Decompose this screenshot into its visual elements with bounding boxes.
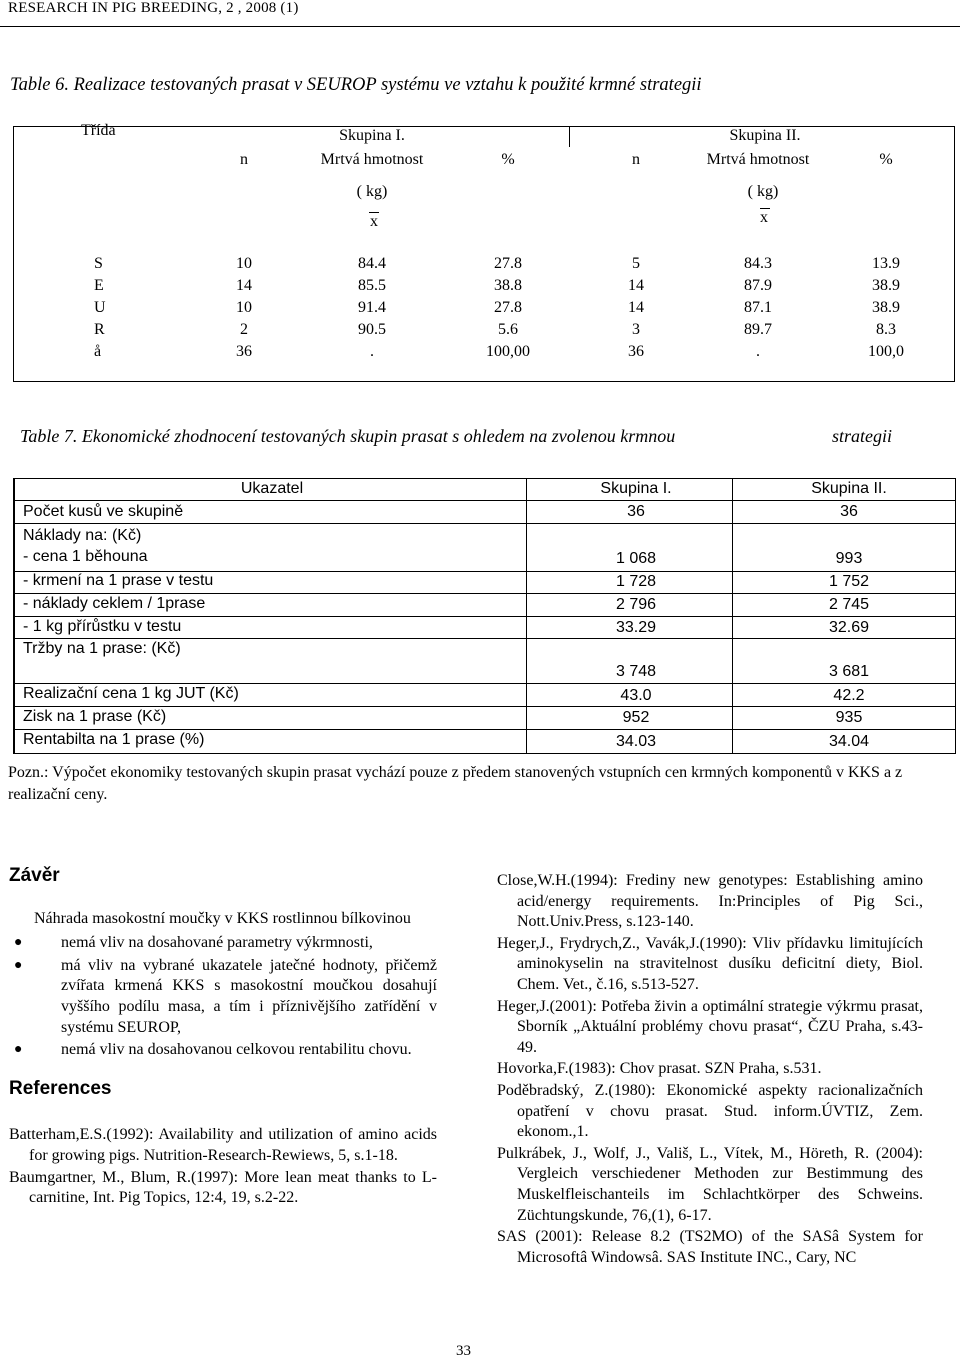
reference-item: Heger,J.(2001): Potřeba živin a optimální strategie výkrmu prasat, Sborník „Aktuální problémy chovu prasat“, ČZU Praha, s.43-49.: [497, 997, 923, 1056]
table6-col-pct2: %: [879, 151, 893, 168]
reference-item: Pulkrábek, J., Wolf, J., Vališ, L., Vítek, M., Höreth, R. (2004): Vergleich verschiedener Methoden zur Bestimmung des Muskelfleischanteils im Schlachtkörper des Schweins. Züchtungskunde, 76,(1), 6-17.: [497, 1144, 923, 1224]
table7-row-rule: [14, 593, 955, 594]
right-column: [497, 871, 923, 1269]
table6-cell: 14: [628, 277, 644, 294]
table7-row-label: Tržby na 1 prase: (Kč): [23, 640, 181, 657]
table6-row-class: R: [94, 321, 105, 338]
table7-row-rule: [14, 638, 955, 639]
table7-cell: 34.04: [828, 733, 870, 750]
table6-group1-title: Skupina I.: [339, 127, 405, 144]
table7-row-label: - náklady ceklem / 1prase: [23, 595, 206, 612]
table6-cell: 2: [240, 321, 248, 338]
table6-group2-title: Skupina II.: [729, 127, 801, 144]
table7-row-rule: [14, 523, 955, 524]
table6-row-class: S: [94, 255, 103, 272]
reference-item: Hovorka,F.(1983): Chov prasat. SZN Praha, s.531.: [497, 1060, 822, 1078]
table7-cell: 952: [622, 709, 650, 726]
conclusion-bullet-text: nemá vliv na dosahované parametry výkrmnosti,: [61, 934, 373, 952]
table7-row-rule: [14, 729, 955, 730]
conclusion-bullet-text: nemá vliv na dosahovanou celkovou rentabilitu chovu.: [61, 1041, 412, 1059]
table7: [13, 478, 956, 754]
table7-cell: 2 796: [615, 596, 657, 613]
bullet-icon: ●: [14, 935, 23, 951]
table6-cell: 38.8: [494, 277, 522, 294]
page-number: 33: [456, 1343, 471, 1359]
table6-cell: 27.8: [494, 255, 522, 272]
table7-caption: Table 7. Ekonomické zhodnocení testovaných skupin prasat s ohledem na zvolenou krmnou: [20, 426, 676, 446]
table7-cell: 36: [840, 503, 858, 520]
table7-caption-tail: strategii: [832, 426, 893, 446]
table6-col-pct1: %: [501, 151, 515, 168]
table6-cell: 38.9: [872, 299, 900, 316]
table7-cell: 935: [835, 709, 863, 726]
table7-row-label: - 1 kg přírůstku v testu: [23, 618, 182, 635]
table6-cell: 38.9: [872, 277, 900, 294]
table7-row-rule: [14, 500, 955, 501]
table7-cell: 3 681: [828, 663, 870, 680]
table7-row-label: Počet kusů ve skupině: [23, 503, 184, 520]
table7-cell: 33.29: [615, 619, 657, 636]
table6-col-weight1: Mrtvá hmotnost: [320, 151, 424, 168]
table7-head-g1: Skupina I.: [600, 480, 672, 497]
bullet-icon: ●: [14, 957, 23, 973]
reference-item: Baumgartner, M., Blum, R.(1997): More lean meat thanks to L-carnitine, Int. Pig Topics, 12:4, 19, s.2-22.: [9, 1168, 437, 1207]
table6-cell: 36: [236, 343, 252, 360]
table7-cell: 36: [627, 503, 645, 520]
table7-row-rule: [14, 706, 955, 707]
table7-row-label: Zisk na 1 prase (Kč): [23, 708, 167, 725]
table7-row-rule: [14, 616, 955, 617]
table7-cell: 32.69: [828, 619, 870, 636]
table6-group-divider: [569, 127, 570, 147]
table6-cell: 3: [632, 321, 640, 338]
table7-row-label: - cena 1 běhouna: [23, 548, 148, 565]
table6-col-weight2: Mrtvá hmotnost: [706, 151, 810, 168]
table6: [13, 122, 955, 382]
table7-row-label: - krmení na 1 prase v testu: [23, 572, 214, 589]
reference-item: Batterham,E.S.(1992): Availability and utilization of amino acids for growing pigs. Nutrition-Research-Rewiews, 5, s.1-18.: [9, 1126, 437, 1164]
table6-cell: .: [756, 343, 760, 360]
conclusion-bullet-text: má vliv na vybrané ukazatele jatečné hodnoty, přičemž zvířata krmená KKS s masokostní moučkou dosahují vyššího podílu masa, a tím i příznivějšího zatřídění v systému SEUROP,: [61, 956, 437, 1036]
conclusion-intro: Náhrada masokostní moučky v KKS rostlinnou bílkovinou: [34, 909, 411, 927]
table6-row-class: U: [94, 299, 106, 316]
reference-item: SAS (2001): Release 8.2 (TS2MO) of the SASâ System for Microsoftâ Windowsâ. SAS Institute INC., Cary, NC: [497, 1228, 923, 1266]
table6-cell: 85.5: [358, 277, 386, 294]
table6-cell: 14: [628, 299, 644, 316]
table6-mean2: x: [760, 209, 768, 226]
table6-cell: 10: [236, 299, 252, 316]
table7-head-indicator: Ukazatel: [240, 480, 304, 497]
table6-mean1: x: [370, 213, 378, 230]
table6-cell: 87.9: [744, 277, 772, 294]
table6-row-class: E: [94, 277, 104, 294]
table6-col-n2: n: [632, 151, 640, 168]
reference-item: Close,W.H.(1994): Frediny new genotypes: Establishing amino acid/energy requirements. In:Principles of Pig Sci., Nott.Univ.Press, s.123-140.: [497, 872, 923, 931]
table6-cell: 8.3: [876, 321, 896, 338]
table6-caption: Table 6. Realizace testovaných prasat v SEUROP systému ve vztahu k použité krmné strategii: [10, 75, 702, 95]
conclusion-heading: Závěr: [9, 865, 60, 886]
running-header: RESEARCH IN PIG BREEDING, 2 , 2008 (1): [8, 0, 299, 16]
table7-cell: 1 068: [615, 550, 657, 567]
conclusion-bullet: [9, 1040, 437, 1061]
table6-cell: 5.6: [498, 321, 518, 338]
table7-note: Pozn.: Výpočet ekonomiky testovaných skupin prasat vychází pouze z předem stanovených vstupních cen krmných komponentů v KKS a z realizační ceny.: [8, 764, 903, 803]
table6-unit2: ( kg): [747, 183, 779, 200]
table6-row-class: å: [94, 343, 102, 360]
table6-cell: 100,0: [868, 343, 904, 360]
left-column: [9, 866, 437, 1210]
table7-row-label: Realizační cena 1 kg JUT (Kč): [23, 685, 239, 702]
table7-cell: 3 748: [615, 663, 657, 680]
table7-head-g2: Skupina II.: [811, 480, 887, 497]
table7-cell: 43.0: [620, 687, 652, 704]
table7-row-rule: [14, 683, 955, 684]
table7-cell: 34.03: [615, 733, 657, 750]
table7-cell: 42.2: [833, 687, 865, 704]
table7-cell: 1 728: [615, 573, 657, 590]
table6-cell: 91.4: [358, 299, 386, 316]
table6-cell: 89.7: [744, 321, 772, 338]
header-rule: [0, 26, 960, 27]
table7-cell: 2 745: [828, 596, 870, 613]
table7-row-label: Náklady na: (Kč): [23, 527, 142, 544]
conclusion-bullet: [9, 956, 437, 1038]
table6-cell: 27.8: [494, 299, 522, 316]
table6-cell: 13.9: [872, 255, 900, 272]
reference-item: Poděbradský, Z.(1980): Ekonomické aspekty racionalizačních opatření v chovu prasat. Stud. inform.ÚVTIZ, Zem. ekonom.,1.: [497, 1081, 923, 1141]
table7-cell: 993: [835, 550, 863, 567]
table6-cell: 36: [628, 343, 644, 360]
table6-cell: 10: [236, 255, 252, 272]
table6-cell: 100,00: [486, 343, 530, 360]
table7-cell: 1 752: [828, 573, 870, 590]
reference-item: Heger,J., Frydrych,Z., Vavák,J.(1990): Vliv přídavku limitujících aminokyselin na stravitelnost dusíku deficitní diety, Biol. Chem. Vet., č.16, s.513-527.: [497, 934, 923, 993]
table6-row-header: Třída: [81, 122, 116, 139]
table6-cell: 90.5: [358, 321, 386, 338]
bullet-icon: ●: [14, 1042, 23, 1058]
table6-cell: 14: [236, 277, 252, 294]
table6-cell: 5: [632, 255, 640, 272]
table7-row-label: Rentabilta na 1 prase (%): [23, 731, 205, 748]
table6-cell: 84.4: [358, 255, 386, 272]
table6-col-n1: n: [240, 151, 248, 168]
table6-unit1: ( kg): [356, 183, 388, 200]
table6-cell: 84.3: [744, 255, 772, 272]
table6-cell: .: [370, 343, 374, 360]
table6-cell: 87.1: [744, 299, 772, 316]
conclusion-bullet: [9, 933, 437, 954]
references-heading: References: [9, 1077, 112, 1099]
